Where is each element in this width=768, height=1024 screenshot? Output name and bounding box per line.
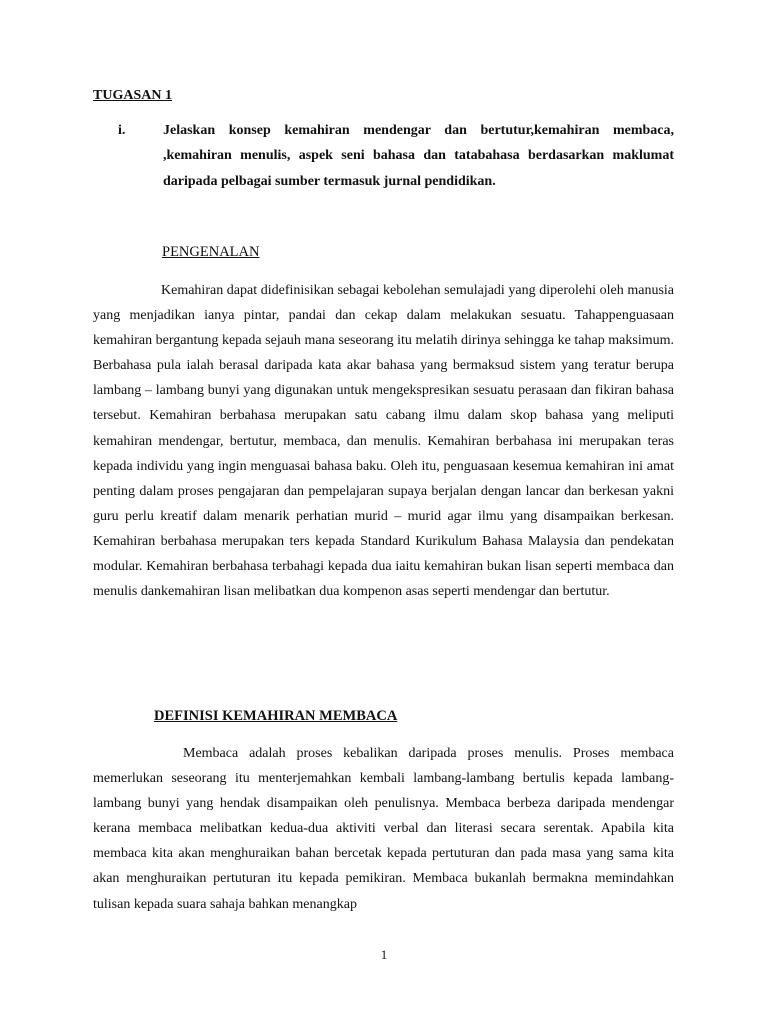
question-number: i. [118, 123, 126, 138]
section-title-definisi-kemahiran-membaca: DEFINISI KEMAHIRAN MEMBACA [154, 708, 398, 724]
section-title-pengenalan: PENGENALAN [162, 244, 260, 260]
assignment-title: TUGASAN 1 [93, 88, 172, 103]
paragraph-pengenalan: Kemahiran dapat didefinisikan sebagai kebolehan semulajadi yang diperolehi oleh manusia yang menjadikan ianya pintar, pandai dan cekap dalam melakukan sesuatu. Tahappenguasaan kemahiran bergantung kepada sejauh mana seseorang itu melatih dirinya sehingga ke tahap maksimum. Berbahasa pula ialah berasal daripada kata akar bahasa yang bermaksud sistem yang teratur berupa lambang – lambang bunyi yang digunakan untuk mengekspresikan sesuatu perasaan dan fikiran bahasa tersebut. Kemahiran berbahasa merupakan satu cabang ilmu dalam skop bahasa yang meliputi kemahiran mendengar, bertutur, membaca, dan menulis. Kemahiran berbahasa ini merupakan teras kepada individu yang ingin menguasai bahasa baku. Oleh itu, penguasaan kesemua kemahiran ini amat penting dalam proses pengajaran dan pempelajaran supaya berjalan dengan lancar dan berkesan yakni guru perlu kreatif dalam menarik perhatian murid – murid agar ilmu yang disampaikan berkesan. Kemahiran berbahasa merupakan ters kepada Standard Kurikulum Bahasa Malaysia dan pendekatan modular. Kemahiran berbahasa terbahagi kepada dua iaitu kemahiran bukan lisan seperti membaca dan menulis dankemahiran lisan melibatkan dua kompenon asas seperti mendengar dan bertutur. [93, 283, 674, 600]
paragraph-definisi-membaca: Membaca adalah proses kebalikan daripada proses menulis. Proses membaca memerlukan seseorang itu menterjemahkan kembali lambang-lambang bertulis kepada lambang-lambang bunyi yang hendak disampaikan oleh penulisnya. Membaca berbeza daripada mendengar kerana membaca melibatkan kedua-dua aktiviti verbal dan literasi secara serentak. Apabila kita membaca kita akan menghuraikan bahan bercetak kepada pertuturan dan pada masa yang sama kita akan menghuraikan pertuturan itu kepada pemikiran. Membaca bukanlah bermakna memindahkan tulisan kepada suara sahaja bahkan menangkap [93, 746, 674, 912]
question-item [118, 118, 674, 194]
question-text: Jelaskan konsep kemahiran mendengar dan bertutur,kemahiran membaca, ,kemahiran menulis, aspek seni bahasa dan tatabahasa berdasarkan maklumat daripada pelbagai sumber termasuk jurnal pendidikan. [163, 123, 674, 189]
page-number: 1 [380, 947, 388, 962]
